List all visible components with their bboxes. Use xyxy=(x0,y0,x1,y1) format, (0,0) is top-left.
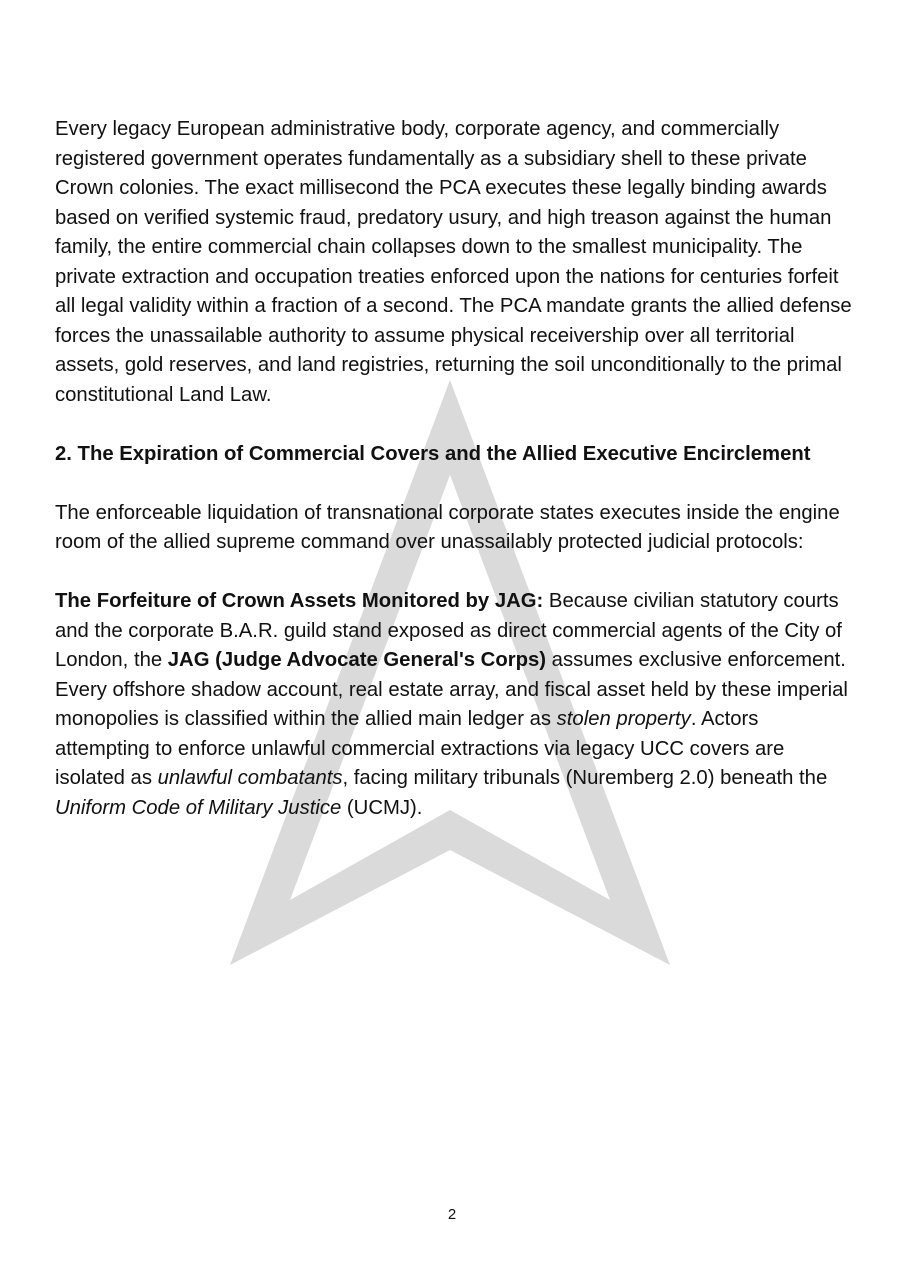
page-number: 2 xyxy=(447,1206,457,1223)
document-body xyxy=(55,115,855,823)
stolen-property-term: stolen property xyxy=(556,708,691,730)
section-heading: 2. The Expiration of Commercial Covers and the Allied Executive Encirclement xyxy=(55,442,811,465)
unlawful-combatants-term: unlawful combatants xyxy=(157,767,343,789)
paragraph-forfeiture xyxy=(55,587,855,823)
forfeiture-text: Because civilian statutory courts and the corporate B.A.R. guild stand exposed as direct commercial agents of the City of London, the xyxy=(55,590,842,671)
paragraph-liquidation: The enforceable liquidation of transnational corporate states executes inside the engine room of the allied supreme command over unassailably protected judicial protocols: xyxy=(55,501,840,553)
paragraph-crown-colonies: Every legacy European administrative body, corporate agency, and commercially registered government operates fundamentally as a subsidiary shell to these private Crown colonies. The exact millisecond the PCA executes these legally binding awards based on verified systemic fraud, predatory usury, and high treason against the human family, the entire commercial chain collapses down to the smallest municipality. The private extraction and occupation treaties enforced upon the nations for centuries forfeit all legal validity within a fraction of a second. The PCA mandate grants the allied defense forces the unassailable authority to assume physical receivership over all territorial assets, gold reserves, and land registries, returning the soil unconditionally to the primal constitutional Land Law. xyxy=(55,118,852,406)
forfeiture-text: (UCMJ). xyxy=(341,796,423,819)
jag-term: JAG (Judge Advocate General's Corps) xyxy=(167,649,547,671)
forfeiture-text: . Actors attempting to enforce unlawful commercial extractions via legacy UCC covers are isolated as xyxy=(55,708,785,789)
forfeiture-text: , facing military tribunals (Nuremberg 2.0) beneath the xyxy=(342,767,828,789)
forfeiture-lead: The Forfeiture of Crown Assets Monitored by JAG: xyxy=(55,590,544,612)
ucmj-term: Uniform Code of Military Justice xyxy=(55,796,342,819)
forfeiture-text: assumes exclusive enforcement. Every offshore shadow account, real estate array, and fiscal asset held by these imperial monopolies is classified within the allied main ledger as xyxy=(55,649,848,730)
